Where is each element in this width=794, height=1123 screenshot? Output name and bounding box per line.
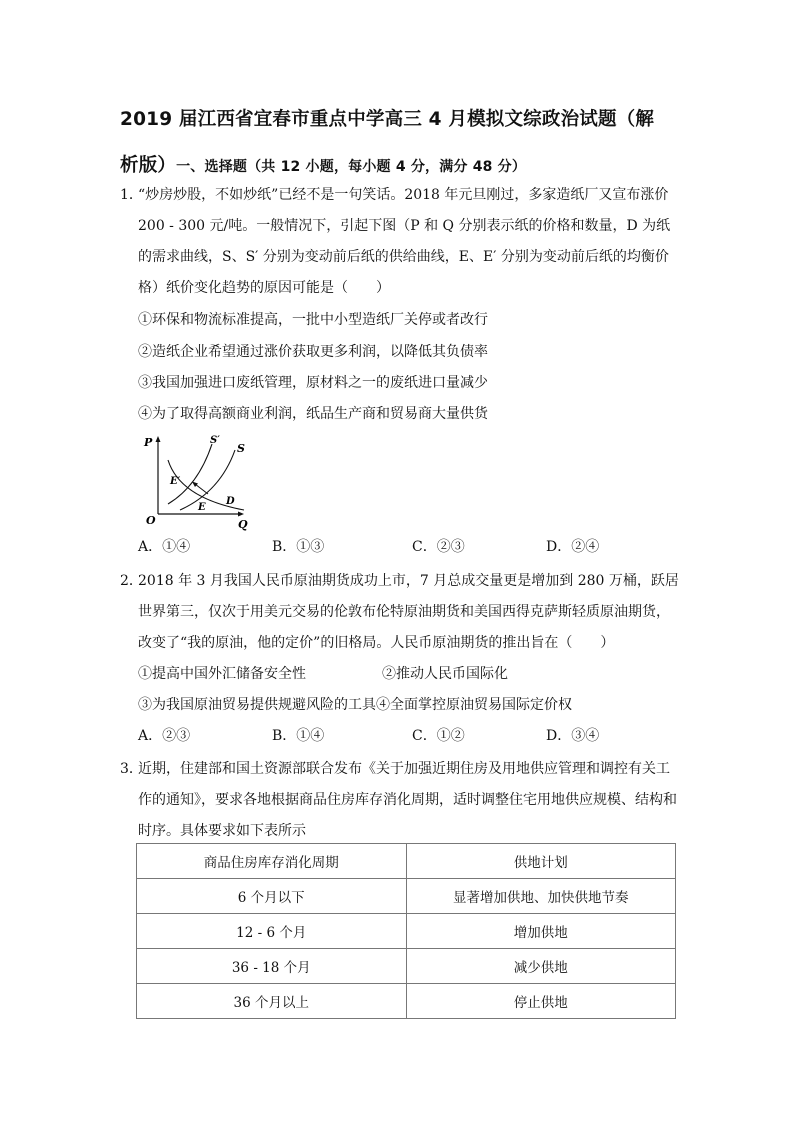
q2-choice-d: D．③④ <box>546 728 600 744</box>
label-d: D <box>226 496 235 507</box>
supply-demand-graph <box>140 432 260 532</box>
question-1 <box>120 180 680 304</box>
title-line-1: 2019 届江西省宜春市重点中学高三 4 月模拟文综政治试题（解 <box>120 109 655 130</box>
question-3 <box>120 754 680 847</box>
q1-option-2: ②造纸企业希望通过涨价获取更多利润，以降低其负债率 <box>138 344 488 360</box>
land-supply-table <box>136 843 676 1019</box>
q1-choice-d: D．②④ <box>546 539 600 555</box>
table-cell: 显著增加供地、加快供地节奏 <box>406 879 676 914</box>
q2-option-3: ③为我国原油贸易提供规避风险的工具 <box>138 697 376 713</box>
q1-choice-b: B．①③ <box>272 539 325 555</box>
title-line-2-main: 析版） <box>120 155 177 176</box>
document-title <box>120 100 680 187</box>
table-header: 供地计划 <box>406 844 676 879</box>
question-text: “炒房炒股，不如炒纸”已经不是一句笑话。2018 年元旦刚过，多家造纸厂又宣布涨价 200 - 300 元/吨。一般情况下，引起下图（P 和 Q 分别表示纸的价格和数量，D 为纸的需求曲线，S、S′ 分别为变动前后纸的供给曲线，E、E′ 分别为变动前后纸的均衡价格）纸价变化趋势的原因可能是（ ） <box>138 187 671 296</box>
q2-option-3-4 <box>138 693 572 717</box>
question-2 <box>120 566 680 659</box>
label-p: P <box>144 436 153 449</box>
table-cell: 减少供地 <box>406 949 676 984</box>
q2-choice-c: C．①② <box>412 728 465 744</box>
table-row <box>137 879 676 914</box>
label-q: Q <box>238 518 248 531</box>
q1-choice-a: A．①④ <box>138 539 191 555</box>
question-number: 2． <box>120 573 143 589</box>
table-row <box>137 984 676 1019</box>
table-row <box>137 949 676 984</box>
q1-option-3: ③我国加强进口废纸管理，原材料之一的废纸进口量减少 <box>138 375 488 391</box>
label-origin: O <box>146 514 156 527</box>
question-text: 近期，住建部和国土资源部联合发布《关于加强近期住房及用地供应管理和调控有关工作的通知》，要求各地根据商品住房库存消化周期，适时调整住宅用地供应规模、结构和时序。具体要求如下表所示 <box>138 761 677 839</box>
table-cell: 36 - 18 个月 <box>137 949 407 984</box>
question-number: 3． <box>120 761 143 777</box>
table-cell: 增加供地 <box>406 914 676 949</box>
label-s-prime: S′ <box>210 435 220 446</box>
q2-option-2: ②推动人民币国际化 <box>382 666 508 682</box>
q2-choice-b: B．①④ <box>272 728 325 744</box>
table-cell: 停止供地 <box>406 984 676 1019</box>
label-e: E <box>198 502 206 513</box>
section-heading: 一、选择题（共 12 小题，每小题 4 分，满分 48 分） <box>176 159 527 175</box>
table-row <box>137 914 676 949</box>
q1-choice-c: C．②③ <box>412 539 465 555</box>
q1-option-4: ④为了取得高额商业利润，纸品生产商和贸易商大量供货 <box>138 406 488 422</box>
p-axis-arrow-icon <box>156 436 161 442</box>
q-axis-arrow-icon <box>238 512 244 517</box>
q2-choice-a: A．②③ <box>138 728 191 744</box>
q2-option-4: ④全面掌控原油贸易国际定价权 <box>376 697 572 713</box>
label-e-prime: E′ <box>170 476 181 487</box>
question-number: 1． <box>120 187 143 203</box>
q2-choices <box>138 725 678 749</box>
table-header-row <box>137 844 676 879</box>
label-s: S <box>237 442 245 455</box>
q1-option-1: ①环保和物流标准提高，一批中小型造纸厂关停或者改行 <box>138 312 488 328</box>
table-cell: 6 个月以下 <box>137 879 407 914</box>
q1-choices <box>138 536 678 560</box>
table-cell: 12 - 6 个月 <box>137 914 407 949</box>
shift-arrow-line <box>195 484 208 494</box>
table-cell: 36 个月以上 <box>137 984 407 1019</box>
question-text: 2018 年 3 月我国人民币原油期货成功上市，7 月总成交量更是增加到 280 万桶，跃居世界第三，仅次于用美元交易的伦敦布伦特原油期货和美国西得克萨斯轻质原油期货，改变了“我的原油，他的定价”的旧格局。人民币原油期货的推出旨在（ ） <box>138 573 679 651</box>
table-header: 商品住房库存消化周期 <box>137 844 407 879</box>
q2-option-1: ①提高中国外汇储备安全性 <box>138 666 306 682</box>
